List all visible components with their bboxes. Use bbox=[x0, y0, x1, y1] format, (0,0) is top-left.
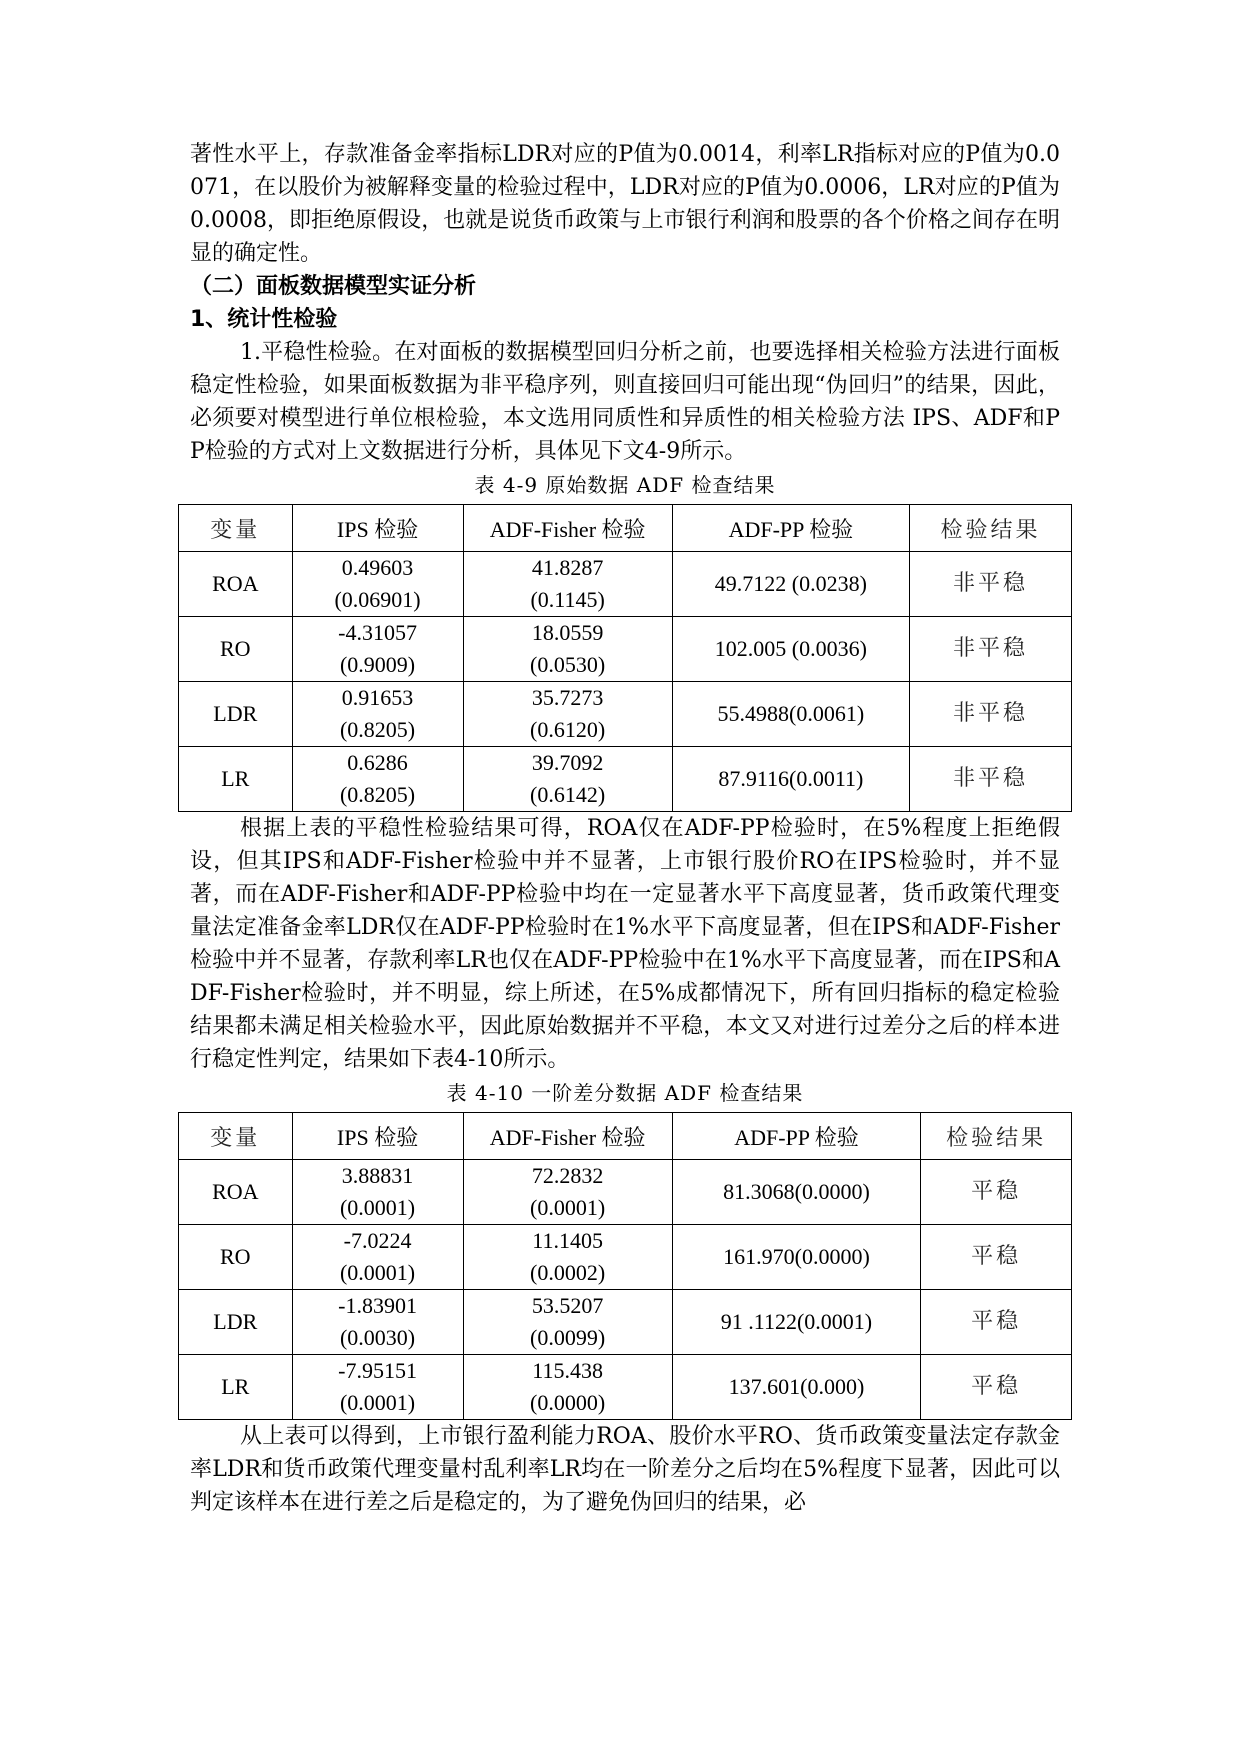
p-value: (0.0001) bbox=[339, 1260, 416, 1285]
subsection-heading: 1、统计性检验 bbox=[190, 307, 338, 332]
variable-cell: ROA bbox=[179, 552, 293, 617]
result-cell: 平稳 bbox=[921, 1160, 1072, 1225]
variable-cell: LDR bbox=[179, 682, 293, 747]
paragraph-intro: 著性水平上，存款准备金率指标LDR对应的P值为0.0014，利率LR指标对应的P值为0.0071，在以股价为被解释变量的检验过程中，LDR对应的P值为0.0006，LR对应的P值为0.0008，即拒绝原假设，也就是说货币政策与上市银行利润和股票的各个价格之间存在明显的确定性。 bbox=[190, 142, 1060, 266]
p-value: (0.0001) bbox=[530, 1195, 606, 1220]
p-value: (0.0002) bbox=[530, 1260, 606, 1285]
p-value: (0.6120) bbox=[530, 717, 606, 742]
p-value: (0.0000) bbox=[530, 1390, 606, 1415]
stat-value: 18.0559 bbox=[531, 620, 604, 645]
pp-cell: 102.005 (0.0036) bbox=[672, 617, 909, 682]
variable-cell: RO bbox=[179, 1225, 293, 1290]
adf-cell bbox=[463, 617, 672, 682]
pp-cell: 87.9116(0.0011) bbox=[672, 747, 909, 812]
ips-cell bbox=[292, 682, 463, 747]
table-row bbox=[179, 682, 1072, 747]
stat-value: 41.8287 bbox=[531, 555, 604, 580]
ips-cell bbox=[292, 1355, 463, 1420]
p-value: (0.06901) bbox=[334, 587, 421, 612]
table-row bbox=[179, 1290, 1072, 1355]
result-cell: 非平稳 bbox=[910, 552, 1072, 617]
table-row bbox=[179, 617, 1072, 682]
header-cell: 变量 bbox=[179, 505, 293, 552]
table-row bbox=[179, 747, 1072, 812]
table-header-row bbox=[179, 1113, 1072, 1160]
adf-cell bbox=[463, 747, 672, 812]
stat-value: -7.0224 bbox=[343, 1228, 412, 1253]
ips-cell bbox=[292, 617, 463, 682]
table-row bbox=[179, 552, 1072, 617]
result-cell: 平稳 bbox=[921, 1225, 1072, 1290]
header-cell: IPS 检验 bbox=[292, 505, 463, 552]
variable-cell: LDR bbox=[179, 1290, 293, 1355]
adf-table-differenced bbox=[178, 1112, 1072, 1420]
stat-value: -4.31057 bbox=[338, 620, 417, 645]
header-cell: ADF-PP 检验 bbox=[672, 505, 909, 552]
p-value: (0.1145) bbox=[530, 587, 605, 612]
p-value: (0.0530) bbox=[530, 652, 606, 677]
paragraph-stationarity: 1.平稳性检验。在对面板的数据模型回归分析之前，也要选择相关检验方法进行面板稳定性检验，如果面板数据为非平稳序列，则直接回归可能出现“伪回归”的结果，因此，必须要对模型进行单位根检验，本文选用同质性和异质性的相关检验方法 IPS、ADF和PP检验的方式对上文数据进行分析，具体见下文4-9所示。 bbox=[190, 340, 1060, 464]
stat-value: 53.5207 bbox=[531, 1293, 604, 1318]
stat-value: 11.1405 bbox=[532, 1228, 603, 1253]
table-header-row bbox=[179, 505, 1072, 552]
header-cell: 检验结果 bbox=[910, 505, 1072, 552]
variable-cell: LR bbox=[179, 1355, 293, 1420]
p-value: (0.6142) bbox=[530, 782, 606, 807]
table-row bbox=[179, 1160, 1072, 1225]
p-value: (0.9009) bbox=[339, 652, 416, 677]
result-cell: 非平稳 bbox=[910, 747, 1072, 812]
p-value: (0.0001) bbox=[339, 1390, 416, 1415]
header-cell: IPS 检验 bbox=[292, 1113, 463, 1160]
adf-cell bbox=[463, 682, 672, 747]
section-heading: （二）面板数据模型实证分析 bbox=[190, 274, 477, 299]
result-cell: 平稳 bbox=[921, 1355, 1072, 1420]
pp-cell: 137.601(0.000) bbox=[672, 1355, 921, 1420]
adf-cell bbox=[463, 552, 672, 617]
pp-cell: 55.4988(0.0061) bbox=[672, 682, 909, 747]
table-row bbox=[179, 1225, 1072, 1290]
table-caption: 表 4-10 一阶差分数据 ADF 检查结果 bbox=[446, 1081, 804, 1105]
pp-cell: 91 .1122(0.0001) bbox=[672, 1290, 921, 1355]
stat-value: -1.83901 bbox=[338, 1293, 417, 1318]
stat-value: 115.438 bbox=[532, 1358, 603, 1383]
p-value: (0.8205) bbox=[339, 782, 416, 807]
p-value: (0.0099) bbox=[530, 1325, 606, 1350]
adf-cell bbox=[463, 1290, 672, 1355]
ips-cell bbox=[292, 1160, 463, 1225]
document-page bbox=[190, 138, 1060, 1519]
stat-value: 0.49603 bbox=[341, 555, 414, 580]
pp-cell: 49.7122 (0.0238) bbox=[672, 552, 909, 617]
variable-cell: LR bbox=[179, 747, 293, 812]
ips-cell bbox=[292, 552, 463, 617]
variable-cell: ROA bbox=[179, 1160, 293, 1225]
table-caption: 表 4-9 原始数据 ADF 检查结果 bbox=[474, 473, 776, 497]
variable-cell: RO bbox=[179, 617, 293, 682]
stat-value: 3.88831 bbox=[341, 1163, 414, 1188]
adf-cell bbox=[463, 1355, 672, 1420]
pp-cell: 81.3068(0.0000) bbox=[672, 1160, 921, 1225]
stat-value: 39.7092 bbox=[531, 750, 604, 775]
p-value: (0.8205) bbox=[339, 717, 416, 742]
stat-value: -7.95151 bbox=[338, 1358, 417, 1383]
header-cell: ADF-Fisher 检验 bbox=[463, 505, 672, 552]
header-cell: ADF-PP 检验 bbox=[672, 1113, 921, 1160]
header-cell: 检验结果 bbox=[921, 1113, 1072, 1160]
ips-cell bbox=[292, 1225, 463, 1290]
p-value: (0.0001) bbox=[339, 1195, 416, 1220]
stat-value: 35.7273 bbox=[531, 685, 604, 710]
table-row bbox=[179, 1355, 1072, 1420]
adf-table-raw bbox=[178, 504, 1072, 812]
adf-cell bbox=[463, 1160, 672, 1225]
header-cell: ADF-Fisher 检验 bbox=[463, 1113, 672, 1160]
paragraph-analysis: 根据上表的平稳性检验结果可得，ROA仅在ADF-PP检验时，在5%程度上拒绝假设，但其IPS和ADF-Fisher检验中并不显著，上市银行股价RO在IPS检验时，并不显著，而在ADF-Fisher和ADF-PP检验中均在一定显著水平下高度显著，货币政策代理变量法定准备金率LDR仅在ADF-PP检验时在1%水平下高度显著，但在IPS和ADF-Fisher检验中并不显著，存款利率LR也仅在ADF-PP检验中在1%水平下高度显著，而在IPS和ADF-Fisher检验时，并不明显，综上所述，在5%成都情况下，所有回归指标的稳定检验结果都未满足相关检验水平，因此原始数据并不平稳，本文又对进行过差分之后的样本进行稳定性判定，结果如下表4-10所示。 bbox=[190, 816, 1060, 1072]
adf-cell bbox=[463, 1225, 672, 1290]
ips-cell bbox=[292, 1290, 463, 1355]
header-cell: 变量 bbox=[179, 1113, 293, 1160]
stat-value: 0.6286 bbox=[347, 750, 408, 775]
result-cell: 非平稳 bbox=[910, 682, 1072, 747]
p-value: (0.0030) bbox=[339, 1325, 416, 1350]
result-cell: 平稳 bbox=[921, 1290, 1072, 1355]
stat-value: 0.91653 bbox=[341, 685, 414, 710]
stat-value: 72.2832 bbox=[531, 1163, 604, 1188]
result-cell: 非平稳 bbox=[910, 617, 1072, 682]
paragraph-conclusion: 从上表可以得到，上市银行盈利能力ROA、股价水平RO、货币政策变量法定存款金率LDR和货币政策代理变量村乱利率LR均在一阶差分之后均在5%程度下显著，因此可以判定该样本在进行差之后是稳定的，为了避免伪回归的结果，必 bbox=[190, 1424, 1060, 1515]
ips-cell bbox=[292, 747, 463, 812]
pp-cell: 161.970(0.0000) bbox=[672, 1225, 921, 1290]
